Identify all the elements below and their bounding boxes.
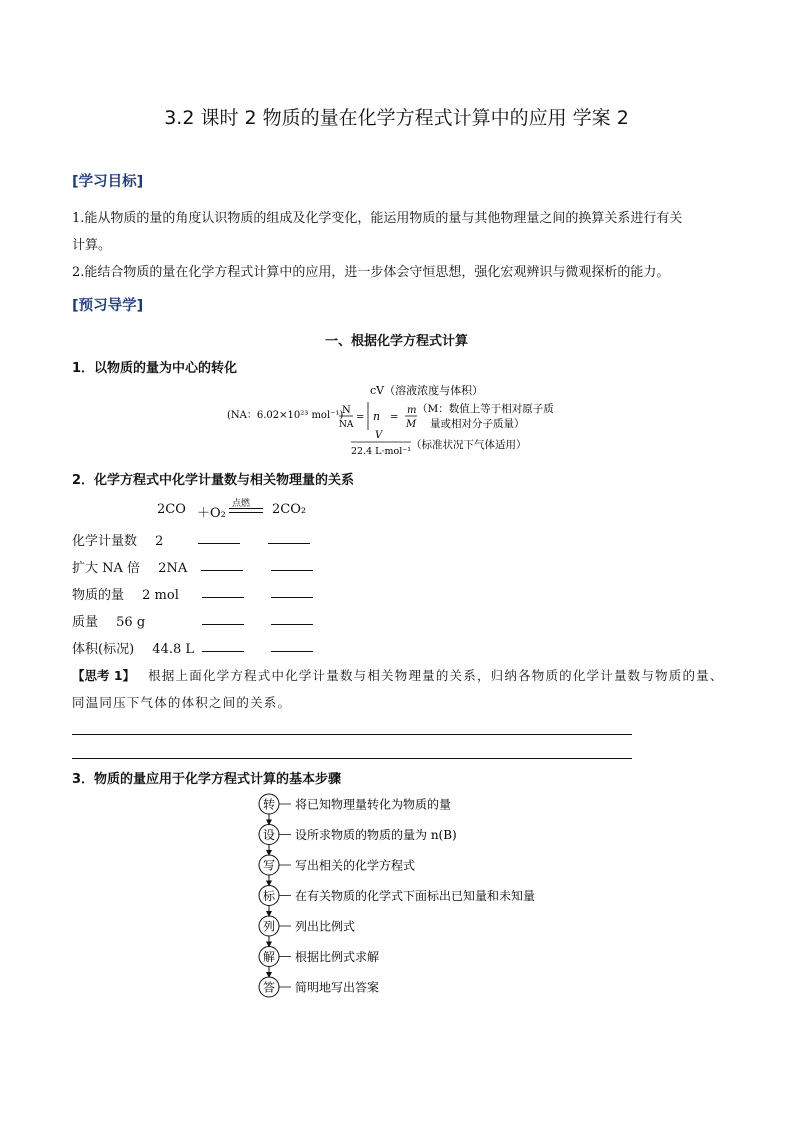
think-label: 【思考 1】 (72, 668, 136, 683)
reactant-o2: ＋O₂ (197, 506, 226, 521)
item-2-heading: 2．化学方程式中化学计量数与相关物理量的关系 (72, 473, 355, 488)
m-note-1: （M：数值上等于相对原子质 (417, 403, 554, 415)
step-text: 列出比例式 (295, 919, 356, 934)
row-mass (72, 611, 145, 630)
step-char: 答 (262, 980, 276, 995)
steps-flowchart (255, 792, 555, 1004)
row-moles (72, 584, 179, 603)
blank-o2[interactable] (198, 533, 240, 544)
conversion-diagram (225, 380, 565, 458)
row-na (72, 557, 187, 576)
page-title: 3.2 课时 2 物质的量在化学方程式计算中的应用 学案 2 (164, 107, 629, 129)
objectives-heading: [学习目标] (72, 174, 144, 190)
row-volume (72, 638, 194, 657)
think-text-1: 根据上面化学方程式中化学计量数与相关物理量的关系，归纳各物质的化学计量数与物质的量、 (148, 668, 724, 683)
row-value: 2 (155, 534, 164, 549)
objective-2: 2.能结合物质的量在化学方程式计算中的应用，进一步体会守恒思想，强化宏观辨识与微观探析的能力。 (72, 265, 670, 280)
item-1-heading: 1．以物质的量为中心的转化 (72, 361, 238, 376)
blank-co2[interactable] (271, 560, 313, 571)
step-char: 转 (262, 797, 276, 812)
step-text: 写出相关的化学方程式 (295, 858, 416, 873)
answer-line-1[interactable] (72, 734, 632, 735)
blank-o2[interactable] (202, 587, 244, 598)
think-text-2: 同温同压下气体的体积之间的关系。 (72, 695, 292, 710)
blank-co2[interactable] (268, 533, 310, 544)
step-text: 在有关物质的化学式下面标出已知量和未知量 (295, 889, 536, 903)
equals-2: = (390, 412, 399, 423)
think-1 (72, 665, 724, 684)
step-text: 简明地写出答案 (295, 980, 380, 995)
objective-1-line-a: 1.能从物质的量的角度认识物质的组成及化学变化，能运用物质的量与其他物理量之间的换算关系进行有关 (72, 211, 683, 226)
equals-1: = (356, 412, 365, 423)
blank-co2[interactable] (271, 587, 313, 598)
v-den: 22.4 L·mol⁻¹ (351, 446, 412, 457)
cv-label: cV（溶液浓度与体积） (370, 384, 484, 397)
product-co2: 2CO₂ (272, 502, 307, 517)
v-num: V (375, 430, 383, 441)
answer-line-2[interactable] (72, 758, 632, 759)
preview-heading: [预习导学] (72, 298, 144, 314)
step-char: 列 (262, 919, 276, 934)
objective-1-line-b: 计算。 (72, 238, 112, 253)
row-label: 质量 (72, 615, 99, 630)
blank-o2[interactable] (202, 614, 244, 625)
reactant-co: 2CO (157, 502, 186, 517)
row-label: 化学计量数 (72, 534, 138, 549)
row-value: 44.8 L (152, 642, 195, 657)
row-value: 2 mol (142, 588, 179, 603)
blank-o2[interactable] (201, 560, 243, 571)
n-over-na-den: NA (339, 420, 354, 430)
row-label: 扩大 NA 倍 (72, 561, 141, 576)
row-value: 56 g (116, 615, 146, 630)
row-value: 2NA (158, 561, 188, 576)
part-title: 一、根据化学方程式计算 (324, 334, 468, 349)
step-char: 解 (262, 950, 276, 964)
v-note: （标准状况下气体适用） (411, 439, 527, 451)
blank-o2[interactable] (202, 641, 244, 652)
step-text: 根据比例式求解 (295, 950, 380, 964)
m-den: M (406, 419, 417, 430)
reaction-condition: 点燃 (232, 499, 251, 509)
step-char: 标 (262, 889, 276, 903)
row-label: 体积(标况) (72, 642, 135, 657)
blank-co2[interactable] (271, 614, 313, 625)
step-char: 设 (262, 828, 276, 842)
reaction-arrow (229, 508, 263, 513)
step-text: 将已知物理量转化为物质的量 (295, 797, 452, 812)
blank-co2[interactable] (271, 641, 313, 652)
step-text: 设所求物质的物质的量为 n(B) (295, 828, 457, 842)
m-note-2: 量或相对分子质量） (430, 418, 525, 430)
n-center: n (373, 410, 381, 423)
row-stoich (72, 530, 163, 549)
m-num: m (407, 405, 417, 416)
na-label: (NA：6.02×10²³ mol⁻¹) (227, 410, 344, 421)
step-char: 写 (262, 858, 276, 873)
row-label: 物质的量 (72, 588, 125, 603)
item-3-heading: 3．物质的量应用于化学方程式计算的基本步骤 (72, 772, 342, 787)
n-over-na-num: N (342, 405, 351, 416)
